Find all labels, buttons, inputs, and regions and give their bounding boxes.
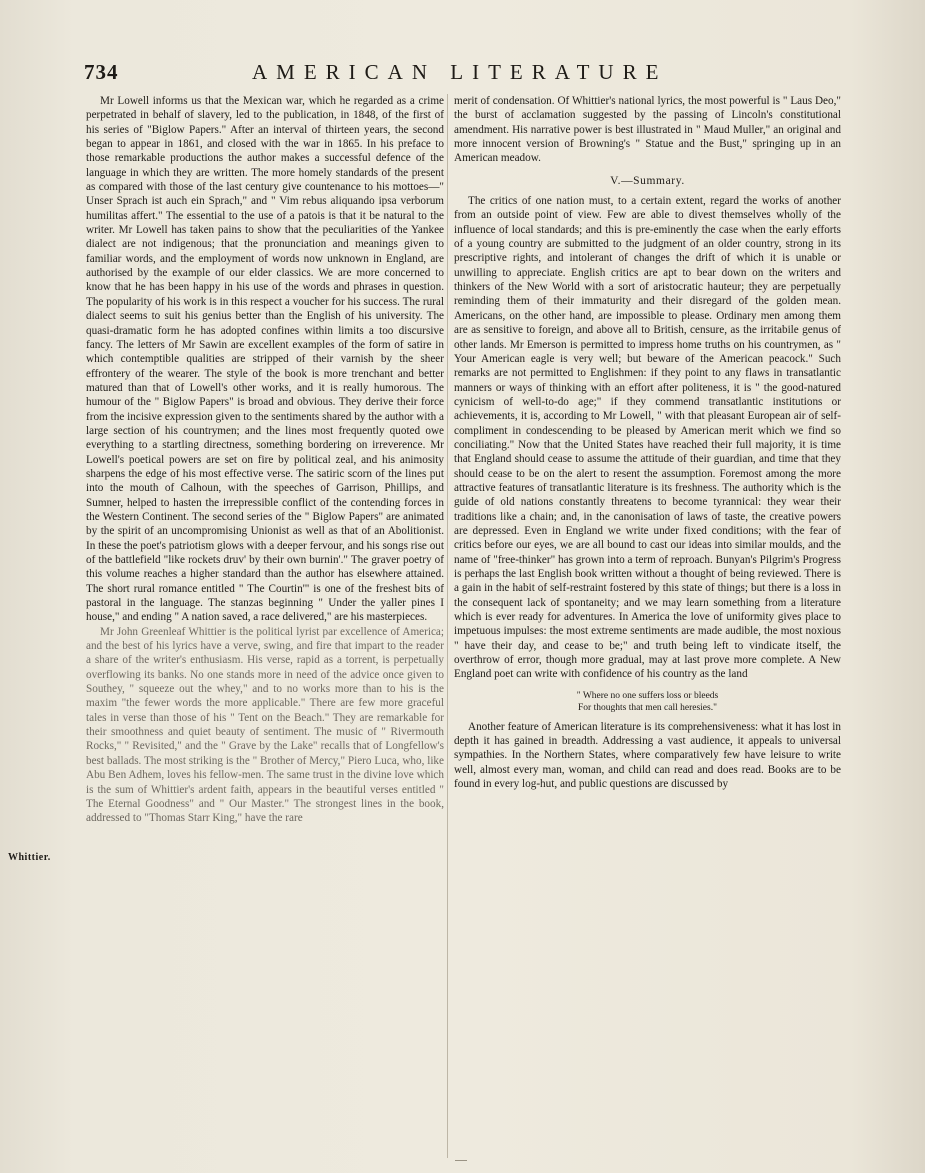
- page-header: [84, 60, 854, 86]
- verse-quotation: [454, 690, 841, 714]
- section-heading-summary: V.—Summary.: [610, 174, 685, 187]
- footer-mark: [455, 1160, 467, 1161]
- margin-note-whittier: Whittier.: [8, 852, 51, 863]
- verse-line-2: For thoughts that men call heresies.": [578, 702, 717, 713]
- column-divider: [447, 94, 448, 1158]
- paragraph-whittier: Mr John Greenleaf Whittier is the political lyrist par excellence of America; and the best of his lyrics have a verve, swing, and fire that impart to the reader a share of the writer's enthusiasm. His verse, rapid as a torrent, is perpetually overflowing its banks. No one stands more in need of the advice once given to Southey, " squeeze out the whey," and to no works more than to his is the maxim "the fewer words the more applicable." There are few more graceful tales in verse than those of his " Tent on the Beach." They are remarkable for their smoothness and quiet beauty of sentiment. The music of " Rivermouth Rocks," " Revisited," and the " Grave by the Lake" recalls that of Longfellow's best ballads. The most striking is the " Brother of Mercy," Piero Luca, who, like Abu Ben Adhem, loves his fellow-men. The same trust in the divine love which is the sum of Whittier's ardent faith, appears in the beautiful verses entitled " The Eternal Goodness" and " Our Master." The strongest lines in the book, addressed to "Thomas Starr King," have the rare: [86, 625, 444, 825]
- paragraph-continuation: merit of condensation. Of Whittier's national lyrics, the most powerful is " Laus Deo," the burst of acclamation suggested by the passing of Lincoln's constitutional amendment. His narrative power is best illustrated in " Maud Muller," an original and more innocent version of Browning's " Statue and the Bust," springing up in an American meadow.: [454, 95, 841, 165]
- paragraph-comprehensiveness: Another feature of American literature is its comprehensiveness: what it has lost in depth it has gained in breadth. Addressing a vast audience, it appeals to universal sympathies. In the Northern States, where comparatively few have leisure to write well, almost every man, woman, and child can read and does read. Books are to be found in every log-hut, and public questions are discussed by: [454, 720, 841, 791]
- paragraph-lowell: Mr Lowell informs us that the Mexican war, which he regarded as a crime perpetrated in behalf of slavery, led to the publication, in 1848, of the first of his series of "Biglow Papers." After an interval of thirteen years, the second began to appear in 1861, and closed with the war in 1865. In his preface to those remarkable productions the author makes a successful defence of the language in which they are written. The more homely standards of the present as compared with those of the last century give countenance to his mottoes—" Unser Sprach ist auch ein Sprach," and " Vim rebus aliquando ipsa verborum humilitas affert." The essential to the use of a patois is that it be natural to the writer. Mr Lowell has taken pains to show that the peculiarities of the Yankee dialect are not indigenous; that the pronunciation and meanings given to familiar words, and the employment of words now unknown in England, are authorised by the example of our elder classics. We are more concerned to know that he has been happy in his use of the words and phrases in question. The popularity of his work is in this respect a voucher for his success. The rural dialect seems to suit his genius better than the English of his university. The quasi-dramatic form he has adopted confines within limits a too discursive fancy. The letters of Mr Sawin are excellent examples of the form of satire in which contemptible qualities are stripped of their varnish by the sheer effrontery of the wearer. The style of the book is more trenchant and better matured than that of Lowell's other works, and it is really humorous. The humour of the " Biglow Papers" is broad and obvious. They derive their force from the incisive expression given to the sentiments shared by the author with a large section of his countrymen; and the lines most frequently quoted owe everything to a startling directness, something bordering on irreverence. Mr Lowell's poetical powers are set on fire by political zeal, and his animosity sharpens the edge of his most effective verse. The satiric scorn of the lines put into the mouth of Calhoun, with the speeches of Garrison, Phillips, and Sumner, helped to hasten the irrepressible conflict of the contending forces in the Western Continent. The second series of the " Biglow Papers" are animated by the spirit of an uncompromising Unionist as well as that of an Abolitionist. In these the poet's patriotism glows with a deeper fervour, and his songs rise out of the battlefield "like rockets druv' by their own burnin'." The graver poetry of this volume reaches a higher standard than the author has elsewhere attained. The short rural romance entitled " The Courtin'" is one of the freshest bits of pastoral in the language. The stanzas beginning " Under the yaller pines I house," and ending " A nation saved, a race delivered," are his masterpieces.: [86, 95, 444, 624]
- running-head: AMERICAN LITERATURE: [252, 60, 668, 84]
- page-number: 734: [84, 60, 119, 84]
- right-column: [454, 94, 841, 791]
- paragraph-critics: The critics of one nation must, to a certain extent, regard the works of another from an outside point of view. Few are able to divest themselves wholly of the influence of local standards; and this is pre-eminently the case when the early efforts of a young country are submitted to the judgment of an older country, strong in its prescriptive rights, and intolerant of changes the drift of which it is unable or unwilling to appreciate. English critics are apt to bear down on the writers and thinkers of the New World with a sort of aristocratic hauteur; they are perpetually reminding them of their immaturity and their disregard of the golden mean. Americans, on the other hand, are impossible to please. Ordinary men among them are as sensitive to foreign, and above all to British, censure, as the irritabile genus of other lands. Mr Emerson is permitted to impress home truths on his countrymen, as " Your American eagle is very well; but beware of the American peacock." Such remarks are not permitted to Englishmen: if they point to any flaws in transatlantic manners or ways of thinking with an effort after politeness, it is " the good-natured cynicism of well-to-do age;" if they commend transatlantic institutions or achievements, it is, according to Mr Lowell, " with that pleasant European air of self-compliment in condescending to be pleased by American merit which we find so conciliating." Now that the United States have reached their full majority, it is time that England should cease to assume the attitude of their guardian, and time that they should cease to be on the alert to resent the assumption. Foremost among the more attractive features of transatlantic literature is its freshness. The authority which is the guide of old nations constantly threatens to become tyrannical: they wear their traditions like a chain; and, in the canonisation of laws of taste, the creative powers are depressed. Even in England we write under fixed conditions; with the fear of critics before our eyes, we are all bound to cast our ideas into similar moulds, and the name of "free-thinker" has grown into a term of reproach. Bunyan's Pilgrim's Progress is perhaps the last English book written without a thought of being reviewed. There is a gain in the habit of self-restraint fostered by this state of things; but there is a loss in the consequent lack of spontaneity; and we may learn something from a literature which is ever ready for adventures. In America the love of uniformity gives place to impetuous impulses: the most extreme sentiments are made audible, the most noxious " have their day, and cease to be;" and truth being left to vindicate itself, the overthrow of error, though more gradual, may at last prove more complete. A New England poet can write with confidence of his country as the land: [454, 195, 841, 681]
- verse-line-1: " Where no one suffers loss or bleeds: [576, 690, 719, 701]
- left-column: [86, 94, 444, 826]
